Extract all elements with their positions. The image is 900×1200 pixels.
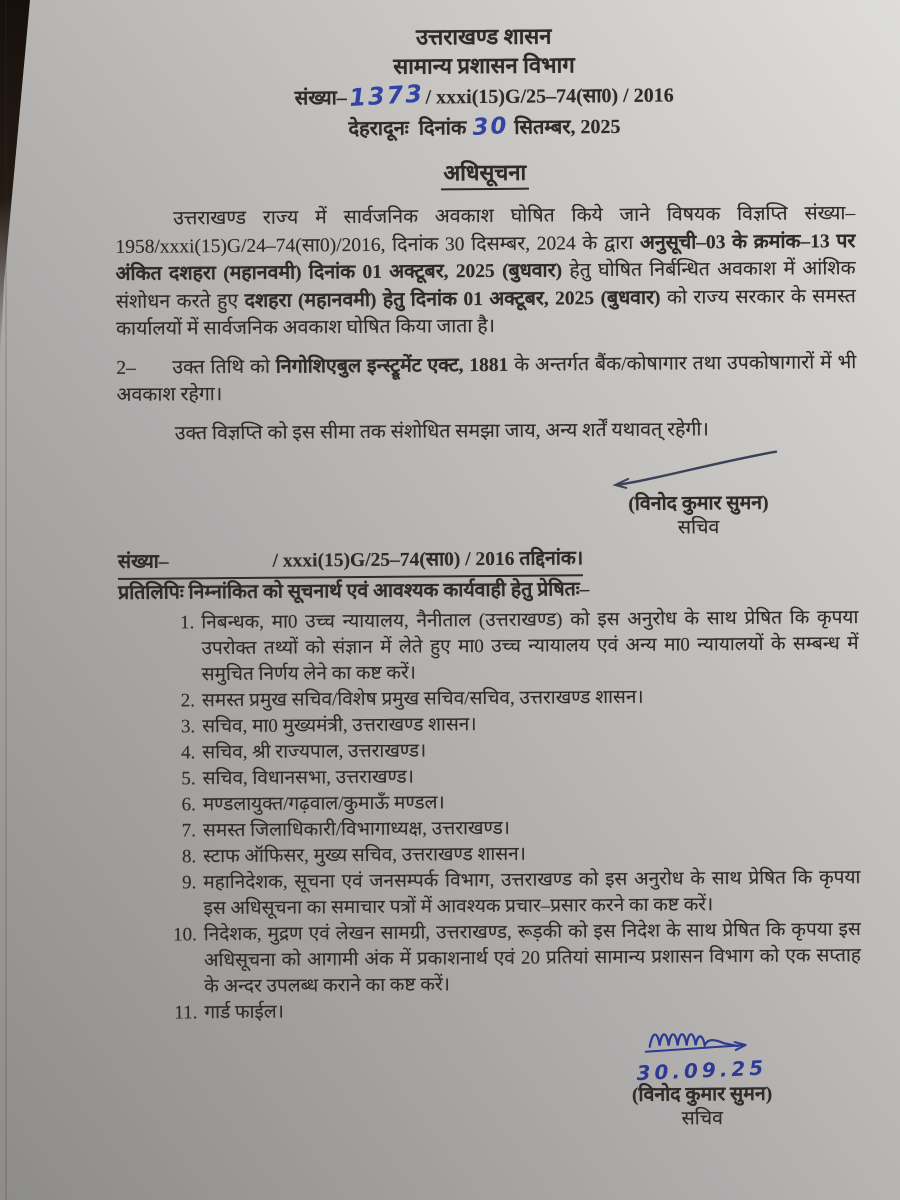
text-segment: दशहरा (महानवमी) हेतु दिनांक 01 अक्टूबर, 2025 (बुधवार) — [244, 287, 661, 312]
signatory-name: (विनोद कुमार सुमन) — [628, 492, 769, 515]
signature-scribble-mark — [642, 1022, 762, 1059]
handwritten-signature-date: 30.09.25 — [636, 1055, 768, 1086]
text-segment: हेतु घोषित निर्बन्धित अवकाश में आंशिक संशोधन करते हुए — [115, 258, 856, 313]
list-item-text: सचिव, विधानसभा, उत्तराखण्ड। — [202, 766, 414, 790]
handwritten-date: 30 — [471, 112, 510, 142]
text-segment: उत्तराखण्ड राज्य में सार्वजनिक अवकाश घोषित किये जाने विषयक विज्ञप्ति संख्या–1958/xxxi(15)G/24–74(सा0)/2016, दिनांक 30 दिसम्बर, 2024 के द्वारा — [115, 203, 856, 258]
list-item-text: स्टाफ ऑफिसर, मुख्य सचिव, उत्तराखण्ड शासन। — [203, 843, 526, 868]
signature-stroke-mark — [610, 447, 786, 492]
reference-underlined — [118, 545, 584, 580]
document-body — [114, 19, 863, 1136]
list-item-text: निदेशक, मुद्रण एवं लेखन सामग्री, उत्तराखण्ड, रूड़की को इस निदेश के साथ प्रेषित कि कृपया इस अधिसूचना को आगामी अंक में प्रकाशनार्थ एवं 20 प्रतियां सामान्य प्रशासन विभाग को एक सप्ताह के अन्दर उपलब्ध कराने का कष्ट करें। — [203, 919, 862, 998]
paragraph-2-number: 2– — [116, 357, 136, 379]
place-label: देहरादूनः — [348, 117, 409, 141]
list-item-text: मण्डलायुक्त/गढ़वाल/कुमाऊँ मण्डल। — [202, 792, 445, 816]
department-name: सामान्य प्रशासन विभाग — [393, 52, 575, 79]
list-item-text: समस्त जिलाधिकारी/विभागाध्यक्ष, उत्तराखण्ड। — [202, 817, 510, 842]
paragraph-2 — [116, 349, 856, 410]
place-date-line — [114, 109, 854, 146]
text-segment: को राज्य सरकार के समस्त कार्यालयों में सार्वजनिक अवकाश घोषित किया जाता है। — [115, 285, 856, 340]
number-rest: / xxxi(15)G/25–74(सा0) / 2016 — [425, 84, 674, 109]
list-item-text: निबन्धक, मा0 उच्च न्यायालय, नैनीताल (उत्तराखण्ड) को इस अनुरोध के साथ प्रेषित कि कृपया उपरोक्त तथ्यों को संज्ञान में लेते हुए मा0 उच्च न्यायालय एवं अन्य मा0 न्यायालयों के सम्बन्ध में समुचित निर्णय लेने का कष्ट करें। — [201, 607, 859, 686]
list-item-number: 4. — [181, 742, 196, 764]
list-item — [167, 995, 861, 1026]
list-item — [167, 917, 862, 1000]
number-prefix: संख्या– — [294, 87, 347, 110]
paragraph-1 — [115, 200, 856, 343]
list-item-number: 3. — [180, 716, 196, 738]
list-item — [166, 865, 860, 922]
copy-to-intro: प्रतिलिपिः निम्नांकित को सूचनार्थ एवं आवश्यक कार्यवाही हेतु प्रेषितः– — [118, 579, 590, 604]
text-segment: के अन्तर्गत बैंक/कोषागार तथा उपकोषागारों में भी अवकाश रहेगा। — [116, 351, 857, 406]
signature-block-top — [573, 446, 824, 541]
list-item-text: गार्ड फाईल। — [204, 1001, 285, 1024]
reference-blank-gap — [169, 567, 273, 568]
list-item-number: 8. — [181, 846, 197, 868]
bottom-signatory-name: (विनोद कुमार सुमन) — [631, 1083, 773, 1106]
signature-block-bottom — [572, 1021, 833, 1132]
list-item — [164, 605, 859, 688]
handwritten-number: 1373 — [347, 79, 425, 113]
list-item-number: 2. — [180, 690, 196, 712]
reference-rest: / xxxi(15)G/25–74(सा0) / 2016 तद्दिनांक। — [272, 548, 584, 572]
notification-title: अधिसूचना — [440, 159, 529, 191]
signatory-designation: सचिव — [677, 517, 720, 539]
list-item-number: 9. — [182, 872, 197, 894]
list-item-number: 1. — [180, 612, 195, 634]
list-item-text: सचिव, श्री राज्यपाल, उत्तराखण्ड। — [202, 740, 427, 764]
bottom-signatory-designation: सचिव — [681, 1108, 724, 1130]
text-segment: अनुसूची–03 के क्रमांक–13 पर अंकित दशहरा (महानवमी) दिनांक 01 अक्टूबर, 2025 (बुधवार) — [115, 230, 856, 285]
list-item-text: समस्त प्रमुख सचिव/विशेष प्रमुख सचिव/सचिव, उत्तराखण्ड शासन। — [201, 686, 644, 712]
list-item-number: 11. — [174, 1002, 198, 1024]
list-item-number: 10. — [172, 924, 197, 946]
title-row — [115, 156, 855, 193]
date-label: दिनांक — [418, 117, 467, 140]
text-segment: निगोशिएबुल इन्स्ट्रूमेंट एक्ट, 1881 — [275, 354, 509, 378]
list-item-number: 6. — [181, 794, 196, 816]
list-item-text: सचिव, मा0 मुख्यमंत्री, उत्तराखण्ड शासन। — [202, 714, 477, 738]
paragraph-3: उक्त विज्ञप्ति को इस सीमा तक संशोधित समझा जाय, अन्य शर्तें यथावत् रहेगी। — [174, 418, 709, 444]
paragraph-2-text — [116, 352, 856, 406]
copy-to-list — [164, 605, 861, 1026]
government-name: उत्तराखण्ड शासन — [415, 23, 552, 50]
list-item-number: 7. — [181, 820, 197, 842]
date-rest: सितम्बर, 2025 — [514, 115, 621, 139]
list-item-number: 5. — [181, 768, 196, 790]
list-item-text: महानिदेशक, सूचना एवं जनसम्पर्क विभाग, उत्तराखण्ड को इस अनुरोध के साथ प्रेषित कि कृपया इस अधिसूचना का समाचार पत्रों में आवश्यक प्रचार–प्रसार करने का कष्ट करें। — [203, 867, 861, 920]
reference-prefix: संख्या– — [117, 551, 169, 573]
scan-edge-line — [5, 0, 7, 1200]
text-segment: उक्त तिथि को — [172, 356, 276, 378]
